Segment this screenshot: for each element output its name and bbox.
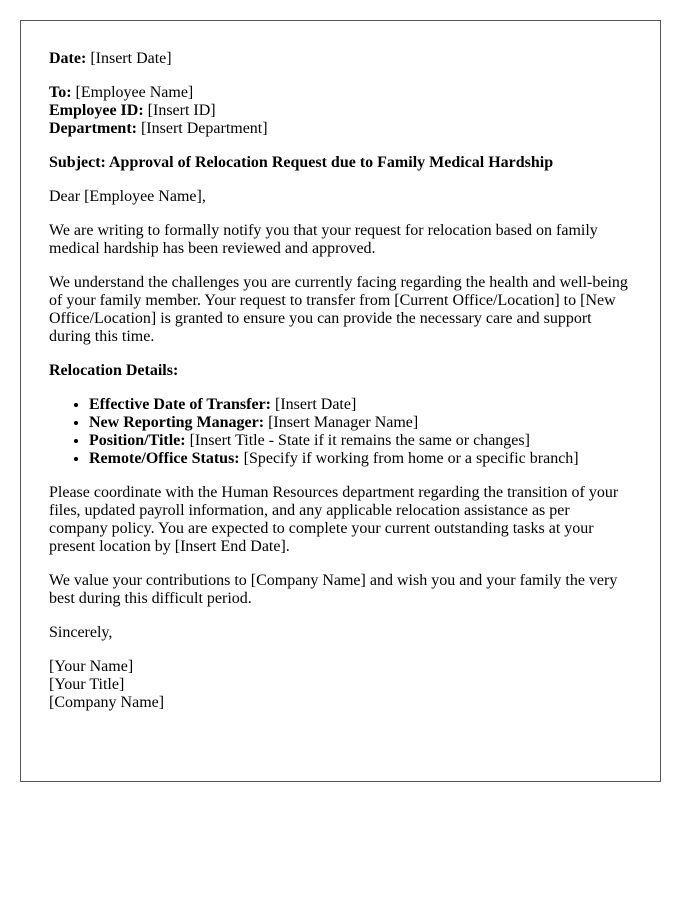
- date-label: Date:: [49, 50, 87, 67]
- detail-label: New Reporting Manager:: [89, 414, 265, 431]
- signature-block: [49, 658, 632, 712]
- date-value: [Insert Date]: [90, 50, 172, 67]
- department-value: [Insert Department]: [140, 120, 268, 137]
- employee-id-label: Employee ID:: [49, 102, 144, 119]
- body-paragraph: Please coordinate with the Human Resources department regarding the transition of your files, updated payroll information, and any applicable relocation assistance as per company policy. You are expected to complete your current outstanding tasks at your present location by [Insert End Date].: [49, 484, 619, 555]
- subject-line: [49, 154, 632, 172]
- detail-label: Effective Date of Transfer:: [89, 396, 271, 413]
- detail-value: [Insert Manager Name]: [268, 414, 419, 431]
- to-label: To:: [49, 84, 72, 101]
- date-line: [49, 50, 632, 68]
- signature-company: [Company Name]: [49, 694, 165, 711]
- department-label: Department:: [49, 120, 137, 137]
- details-heading-text: Relocation Details:: [49, 362, 179, 379]
- body-paragraph: We are writing to formally notify you that your request for relocation based on family medical hardship has been reviewed and approved.: [49, 222, 598, 257]
- recipient-block: [49, 84, 632, 138]
- detail-value: [Specify if working from home or a specific branch]: [243, 450, 579, 467]
- subject: Subject: Approval of Relocation Request due to Family Medical Hardship: [49, 154, 554, 171]
- signoff: Sincerely,: [49, 624, 113, 641]
- detail-value: [Insert Title - State if it remains the same or changes]: [189, 432, 530, 449]
- body-paragraph: We value your contributions to [Company Name] and wish you and your family the very best during this difficult period.: [49, 572, 618, 607]
- details-list: [49, 396, 632, 468]
- detail-value: [Insert Date]: [275, 396, 357, 413]
- list-item: [89, 432, 632, 450]
- signature-name: [Your Name]: [49, 658, 134, 675]
- employee-id-value: [Insert ID]: [147, 102, 216, 119]
- body-paragraph: We understand the challenges you are currently facing regarding the health and well-being of your family member. Your request to transfer from [Current Office/Location] to [New Office/Location] is granted to ensure you can provide the necessary care and support during this time.: [49, 274, 628, 345]
- to-value: [Employee Name]: [75, 84, 194, 101]
- list-item: [89, 396, 632, 414]
- detail-label: Position/Title:: [89, 432, 186, 449]
- detail-label: Remote/Office Status:: [89, 450, 240, 467]
- signature-title: [Your Title]: [49, 676, 125, 693]
- details-heading: [49, 362, 632, 380]
- salutation: Dear [Employee Name],: [49, 188, 206, 205]
- list-item: [89, 450, 632, 468]
- list-item: [89, 414, 632, 432]
- letter: [20, 20, 661, 782]
